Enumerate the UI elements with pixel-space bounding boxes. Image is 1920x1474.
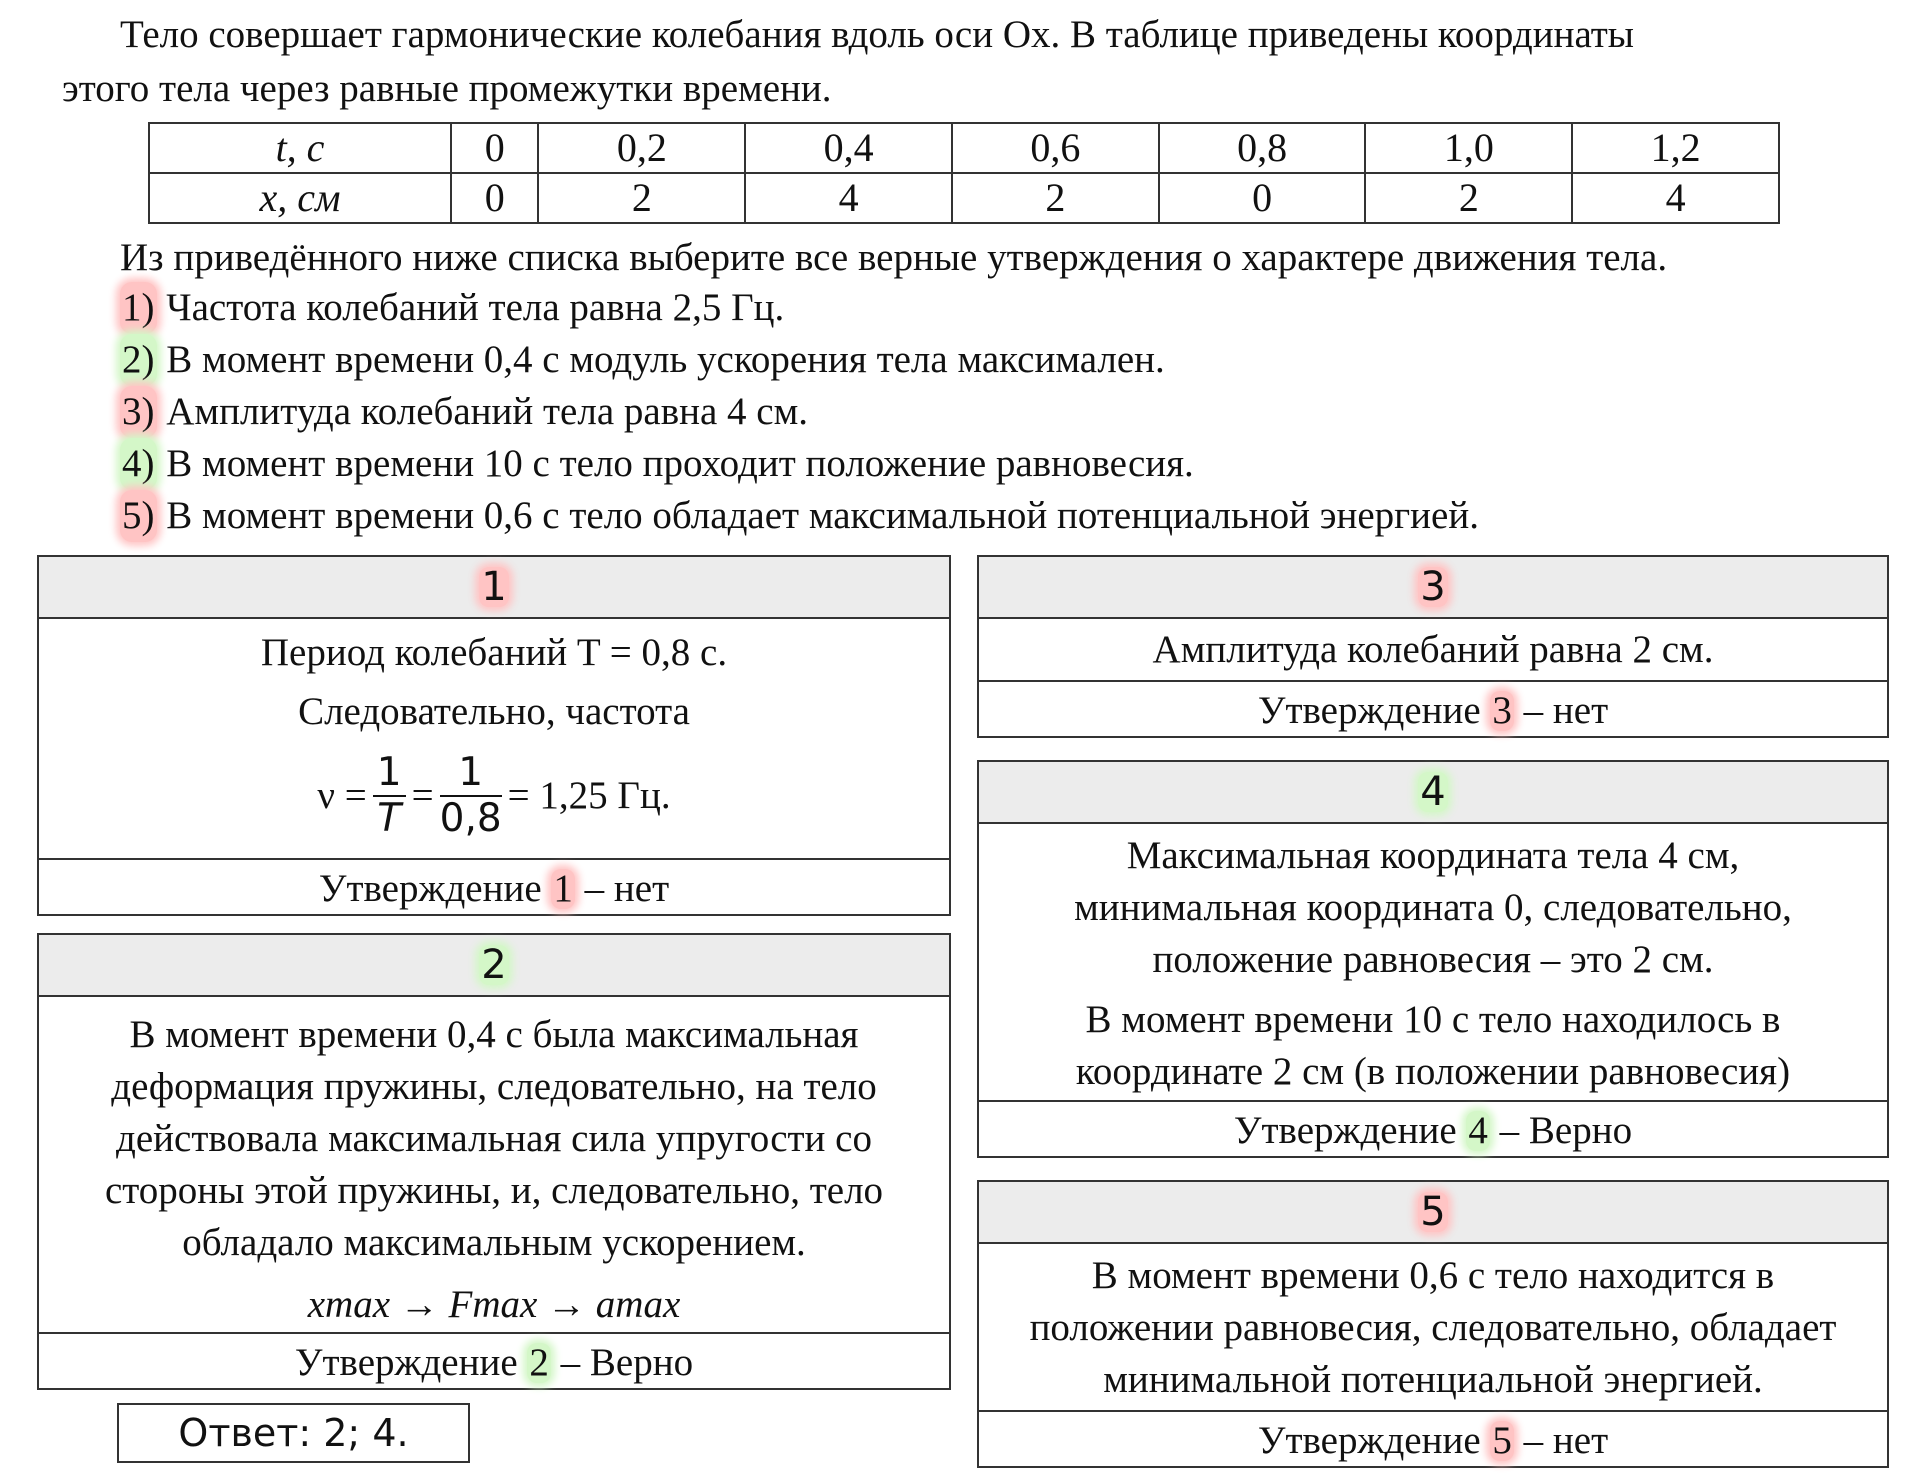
table-cell: 0 [451,123,538,173]
box-verdict [979,1410,1887,1470]
box-number: 1 [481,564,507,610]
explanation-line: минимальная координата 0, следовательно, [1074,886,1792,929]
table-cell: 0,6 [952,123,1159,173]
verdict-result: – Верно [1489,1109,1633,1152]
formula-rhs: = 1,25 Гц. [507,774,671,817]
table-cell: 4 [745,173,952,223]
option-number: 3) [120,386,157,438]
solution-box-4 [977,760,1889,1158]
box-number: 4 [1420,769,1446,815]
table-row-time [149,123,1779,173]
box-verdict [39,1332,949,1392]
explanation-line: В момент времени 0,4 с была максимальная [129,1013,859,1056]
options-list [120,282,1479,542]
box-verdict [979,1100,1887,1160]
verdict-prefix: Утверждение [1233,1109,1467,1152]
option-5 [120,490,1479,542]
box-body [979,824,1887,1100]
solution-box-1 [37,555,951,916]
option-number: 1) [120,282,157,334]
verdict-number: 2 [529,1341,549,1384]
box-number: 3 [1420,564,1446,610]
box-header [979,557,1887,619]
explanation-line: В момент времени 0,6 с тело находится в [1091,1254,1775,1297]
box-header [979,762,1887,824]
fraction-denominator: 0,8 [439,796,502,841]
table-cell: 0,8 [1159,123,1366,173]
verdict-result: – нет [1513,689,1609,732]
option-2 [120,334,1479,386]
frequency-formula [39,741,949,851]
coordinate-header: x, см [149,173,451,223]
question-text: Из приведённого ниже списка выберите все верные утверждения о характере движения тела. [120,236,1668,279]
frequency-intro: Следовательно, частота [298,690,690,733]
box-number: 2 [481,942,507,988]
explanation-line: деформация пружины, следовательно, на тело [111,1065,877,1108]
verdict-number: 3 [1492,689,1512,732]
explanation-line: положении равновесия, следовательно, обладает [1029,1306,1837,1349]
explanation-line: стороны этой пружины, и, следовательно, тело [104,1169,884,1212]
option-4 [120,438,1479,490]
fraction-1-over-0-8 [440,751,502,841]
table-cell: 2 [1365,173,1572,223]
table-cell: 0 [451,173,538,223]
option-number: 2) [120,334,157,386]
table-cell: 4 [1572,173,1779,223]
period-line: Период колебаний T = 0,8 с. [260,631,728,674]
box-verdict [979,680,1887,740]
table-cell: 1,0 [1365,123,1572,173]
time-header: t, с [149,123,451,173]
option-text: В момент времени 10 с тело проходит положение равновесия. [166,442,1194,485]
table-cell: 0,4 [745,123,952,173]
table-cell: 0,2 [538,123,745,173]
explanation-line: обладало максимальным ускорением. [182,1221,806,1264]
verdict-result: – нет [1513,1419,1609,1462]
fraction-denominator: T [377,796,402,841]
problem-intro [62,8,1872,116]
option-text: В момент времени 0,4 с модуль ускорения тела максимален. [166,338,1165,381]
explanation-line: минимальной потенциальной энергией. [1103,1358,1763,1401]
verdict-number: 4 [1468,1109,1488,1152]
coordinates-table [148,122,1780,224]
table-cell: 2 [952,173,1159,223]
amplitude-line: Амплитуда колебаний равна 2 см. [1152,628,1714,671]
verdict-prefix: Утверждение [1257,689,1491,732]
verdict-prefix: Утверждение [1257,1419,1491,1462]
answer-box: Ответ: 2; 4. [117,1403,470,1463]
option-text: В момент времени 0,6 с тело обладает максимальной потенциальной энергией. [166,494,1479,537]
box-body [39,997,949,1332]
box-header [39,935,949,997]
table-cell: 0 [1159,173,1366,223]
equals-sign: = [411,774,434,817]
solution-box-3 [977,555,1889,738]
box-header [39,557,949,619]
verdict-result: – Верно [550,1341,694,1384]
chain-formula: xmax → Fmax → amax [307,1283,681,1326]
verdict-prefix: Утверждение [294,1341,528,1384]
verdict-prefix: Утверждение [318,867,552,910]
intro-line-2: этого тела через равные промежутки времени. [62,67,832,110]
option-1 [120,282,1479,334]
box-header [979,1182,1887,1244]
intro-line-1: Тело совершает гармонические колебания вдоль оси Ox. В таблице приведены координаты [120,13,1634,56]
solution-box-5 [977,1180,1889,1468]
solution-box-2 [37,933,951,1390]
fraction-numerator: 1 [440,751,502,797]
verdict-result: – нет [574,867,670,910]
option-number: 5) [120,490,157,542]
option-text: Амплитуда колебаний тела равна 4 см. [166,390,809,433]
option-number: 4) [120,438,157,490]
verdict-number: 5 [1492,1419,1512,1462]
verdict-number: 1 [553,867,573,910]
box-verdict [39,858,949,918]
explanation-line: Максимальная координата тела 4 см, [1126,834,1740,877]
fraction-1-over-t [373,751,406,841]
option-text: Частота колебаний тела равна 2,5 Гц. [166,286,785,329]
explanation-line: действовала максимальная сила упругости со [115,1117,872,1160]
table-row-coordinate [149,173,1779,223]
table-cell: 1,2 [1572,123,1779,173]
table-cell: 2 [538,173,745,223]
option-3 [120,386,1479,438]
explanation-line: положение равновесия – это 2 см. [1152,938,1714,981]
explanation-line: координате 2 см (в положении равновесия) [1075,1050,1791,1093]
formula-lhs: ν = [317,774,367,817]
box-number: 5 [1420,1189,1446,1235]
explanation-line: В момент времени 10 с тело находилось в [1085,998,1781,1041]
fraction-numerator: 1 [373,751,406,797]
box-body [979,1244,1887,1410]
box-body [39,619,949,858]
